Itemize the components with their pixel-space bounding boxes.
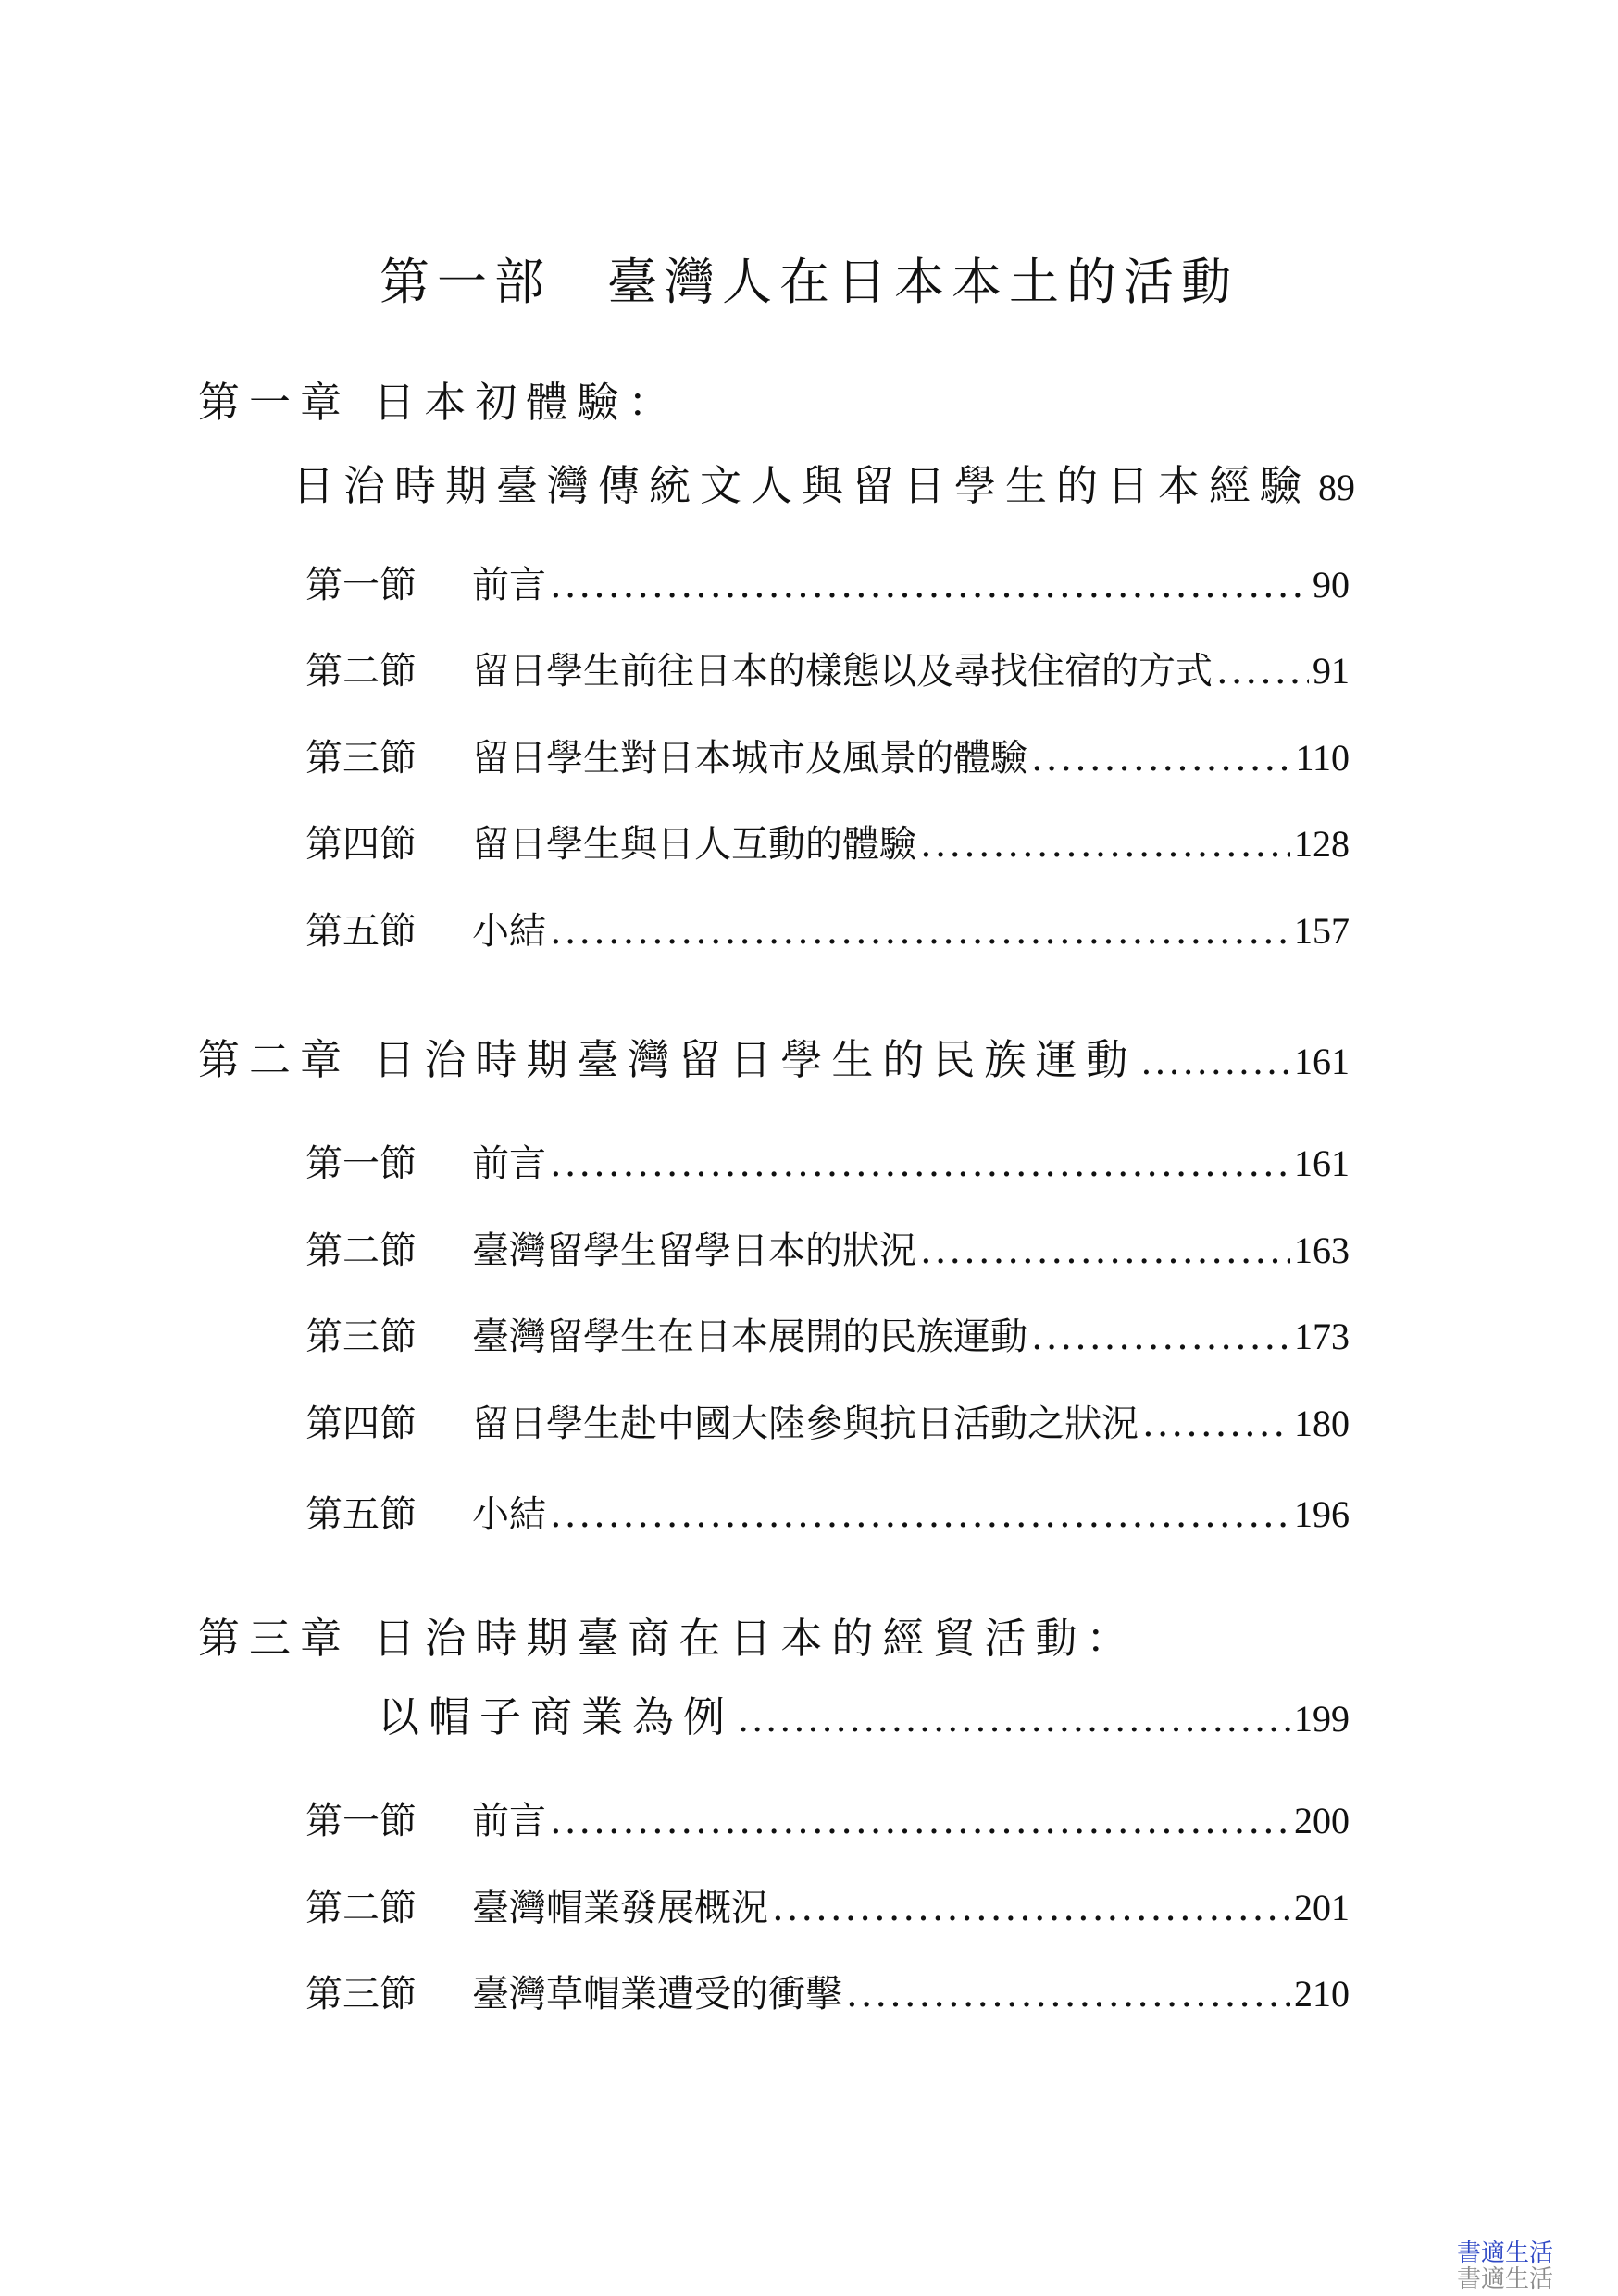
section-label: 第一節: [305, 564, 417, 606]
toc-section[interactable]: [305, 1221, 1350, 1274]
section-label: 第五節: [305, 910, 417, 953]
page-number: 157: [1294, 910, 1350, 952]
page-number: 200: [1294, 1800, 1350, 1841]
leader-dots: [1140, 1042, 1290, 1082]
leader-dots: [1031, 1316, 1290, 1358]
section-title: 留日學生對日本城市及風景的體驗: [472, 737, 1027, 780]
toc-section[interactable]: [305, 1965, 1350, 2017]
leader-dots: [846, 1973, 1290, 2015]
page-number: 199: [1294, 1698, 1350, 1740]
part-title: [0, 243, 1618, 314]
toc-section[interactable]: [305, 815, 1350, 867]
chapter-title: 日治時期臺灣留日學生的民族運動: [373, 1035, 1138, 1084]
watermark-line-2: 書適生活: [1456, 2265, 1553, 2293]
page-number: 89: [1318, 467, 1356, 508]
watermark: [1457, 2240, 1553, 2292]
section-label: 第三節: [305, 1973, 417, 2015]
leader-dots: [1142, 1403, 1290, 1445]
section-title: 留日學生赴中國大陸參與抗日活動之狀況: [472, 1403, 1139, 1445]
toc-section[interactable]: [305, 1394, 1350, 1447]
chapter-subtitle: 以帽子商業為例: [378, 1692, 735, 1741]
toc-section[interactable]: [305, 902, 1350, 955]
section-title: 前言: [472, 564, 546, 606]
toc-section[interactable]: [305, 1307, 1350, 1360]
page-number: 91: [1313, 650, 1350, 692]
leader-dots: [550, 1142, 1290, 1185]
section-label: 第四節: [305, 823, 417, 866]
chapter-label: 第三章: [198, 1614, 352, 1663]
page-number: 196: [1294, 1493, 1350, 1535]
section-title: 留日學生前往日本的樣態以及尋找住宿的方式: [472, 650, 1213, 693]
leader-dots: [1031, 737, 1291, 780]
chapter-2-entry[interactable]: [198, 1026, 1350, 1086]
toc-section[interactable]: [305, 1485, 1350, 1538]
leader-dots: [550, 1800, 1290, 1842]
page-number: 128: [1294, 823, 1350, 865]
toc-section[interactable]: [305, 1878, 1350, 1931]
section-label: 第一節: [305, 1142, 417, 1185]
page-number: 210: [1294, 1973, 1350, 2015]
page-number: 201: [1294, 1887, 1350, 1928]
section-title: 小結: [472, 1493, 546, 1536]
page-number: 161: [1294, 1041, 1350, 1082]
section-label: 第一節: [305, 1800, 417, 1842]
chapter-1-entry[interactable]: [292, 452, 1356, 512]
section-label: 第四節: [305, 1403, 417, 1445]
page-number: 110: [1295, 737, 1350, 779]
watermark-line-1: 書適生活: [1456, 2240, 1553, 2267]
leader-dots: [920, 1229, 1290, 1272]
leader-dots: [1216, 650, 1309, 693]
chapter-label: 第二章: [198, 1035, 352, 1084]
section-title: 前言: [472, 1800, 546, 1842]
toc-section[interactable]: [305, 1134, 1350, 1187]
part-number: 第一部: [380, 253, 552, 311]
page-number: 161: [1294, 1142, 1350, 1184]
chapter-title: 日治時期臺商在日本的經貿活動：: [373, 1614, 1138, 1663]
leader-dots: [550, 1493, 1290, 1536]
page-number: 180: [1294, 1403, 1350, 1444]
toc-section[interactable]: [305, 1791, 1350, 1844]
section-title: 小結: [472, 910, 546, 953]
toc-section[interactable]: [305, 729, 1350, 781]
page-number: 173: [1294, 1316, 1350, 1357]
toc-section[interactable]: [305, 555, 1350, 608]
chapter-title: 日本初體驗：: [373, 378, 679, 427]
section-label: 第二節: [305, 650, 417, 693]
chapter-label: 第一章: [198, 378, 352, 427]
chapter-subtitle: 日治時期臺灣傳統文人與留日學生的日本經驗: [292, 461, 1312, 510]
section-title: 留日學生與日人互動的體驗: [472, 823, 916, 866]
page-number: 163: [1294, 1229, 1350, 1271]
section-title: 臺灣留學生在日本展開的民族運動: [472, 1316, 1027, 1358]
toc-section[interactable]: [305, 642, 1350, 694]
section-title: 臺灣草帽業遭受的衝擊: [472, 1973, 842, 2015]
leader-dots: [550, 564, 1309, 606]
section-title: 臺灣帽業發展概況: [472, 1887, 768, 1929]
section-title: 前言: [472, 1142, 546, 1185]
leader-dots: [738, 1699, 1290, 1740]
chapter-1-heading: [198, 368, 678, 429]
page-number: 90: [1313, 564, 1350, 605]
section-label: 第二節: [305, 1887, 417, 1929]
leader-dots: [920, 823, 1290, 866]
chapter-3-entry[interactable]: [378, 1683, 1350, 1743]
section-label: 第三節: [305, 737, 417, 780]
part-name: 臺灣人在日本本土的活動: [607, 253, 1238, 311]
section-label: 第三節: [305, 1316, 417, 1358]
leader-dots: [772, 1887, 1290, 1929]
section-label: 第五節: [305, 1493, 417, 1536]
section-title: 臺灣留學生留學日本的狀況: [472, 1229, 916, 1272]
leader-dots: [550, 910, 1290, 953]
section-label: 第二節: [305, 1229, 417, 1272]
chapter-3-heading: [198, 1604, 1137, 1665]
